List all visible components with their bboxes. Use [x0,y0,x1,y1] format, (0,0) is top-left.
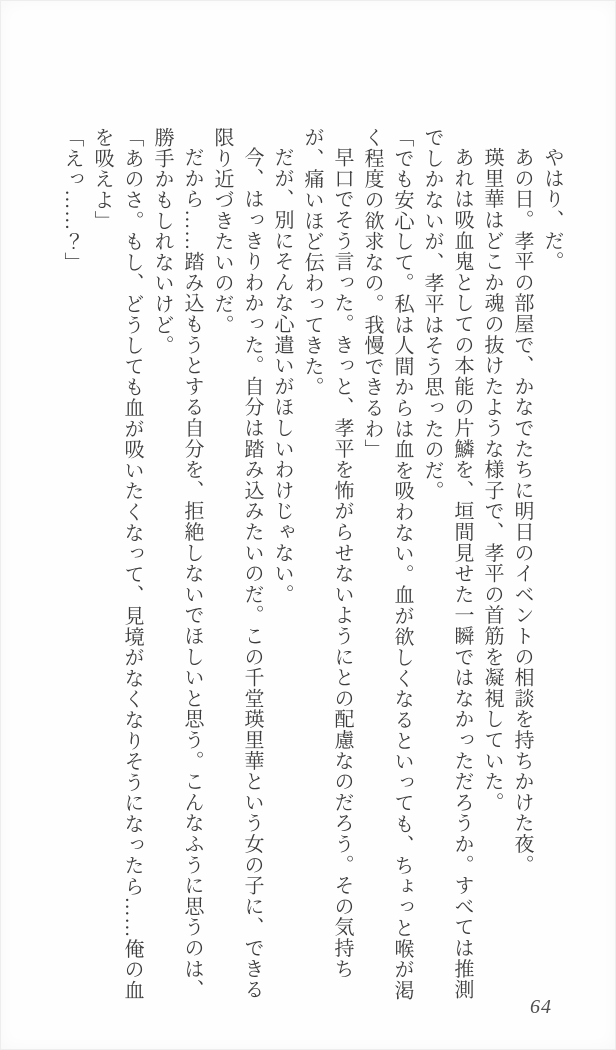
paragraph: あの日。孝平の部屋で、かなでたちに明日のイベントの相談を持ちかけた夜。 [511,147,533,875]
paragraph: 「あのさ。もし、どうしても血が吸いたくなって、見境がなくなりそうになったら……俺の血を吸えよ」 [91,127,143,1001]
paragraph: だが、別にそんな心遣いがほしいわけじゃない。 [271,147,293,605]
paragraph: だから……踏み込もうとする自分を、拒絶しないでほしいと思う。こんなふうに思うのは、勝手かもしれないけど。 [151,127,203,1000]
paragraph: 今、はっきりわかった。自分は踏み込みたいのだ。この千堂瑛里華という女の子に、できる限り近づきたいのだ。 [211,127,263,1000]
text-block [55,127,567,1003]
paragraph: 「えっ……？」 [61,127,83,273]
page-number: 64 [530,996,552,1018]
paragraph: 早口でそう言った。きっと、孝平を怖がらせないようにとの配慮なのだろう。その気持ちが、痛いほど伝わってきた。 [301,127,353,979]
paragraph: 「でも安心して。私は人間からは血を吸わない。血が欲しくなるといっても、ちょっと喉が渇く程度の欲求なの。我慢できるわ」 [361,127,413,1001]
paragraph: あれは吸血鬼としての本能の片鱗を、垣間見せた一瞬ではなかっただろうか。すべては推測でしかないが、孝平はそう思ったのだ。 [421,127,473,1000]
paragraph: 瑛里華はどこか魂の抜けたような様子で、孝平の首筋を凝視していた。 [481,147,503,813]
paragraph: やはり、だ。 [541,147,563,272]
